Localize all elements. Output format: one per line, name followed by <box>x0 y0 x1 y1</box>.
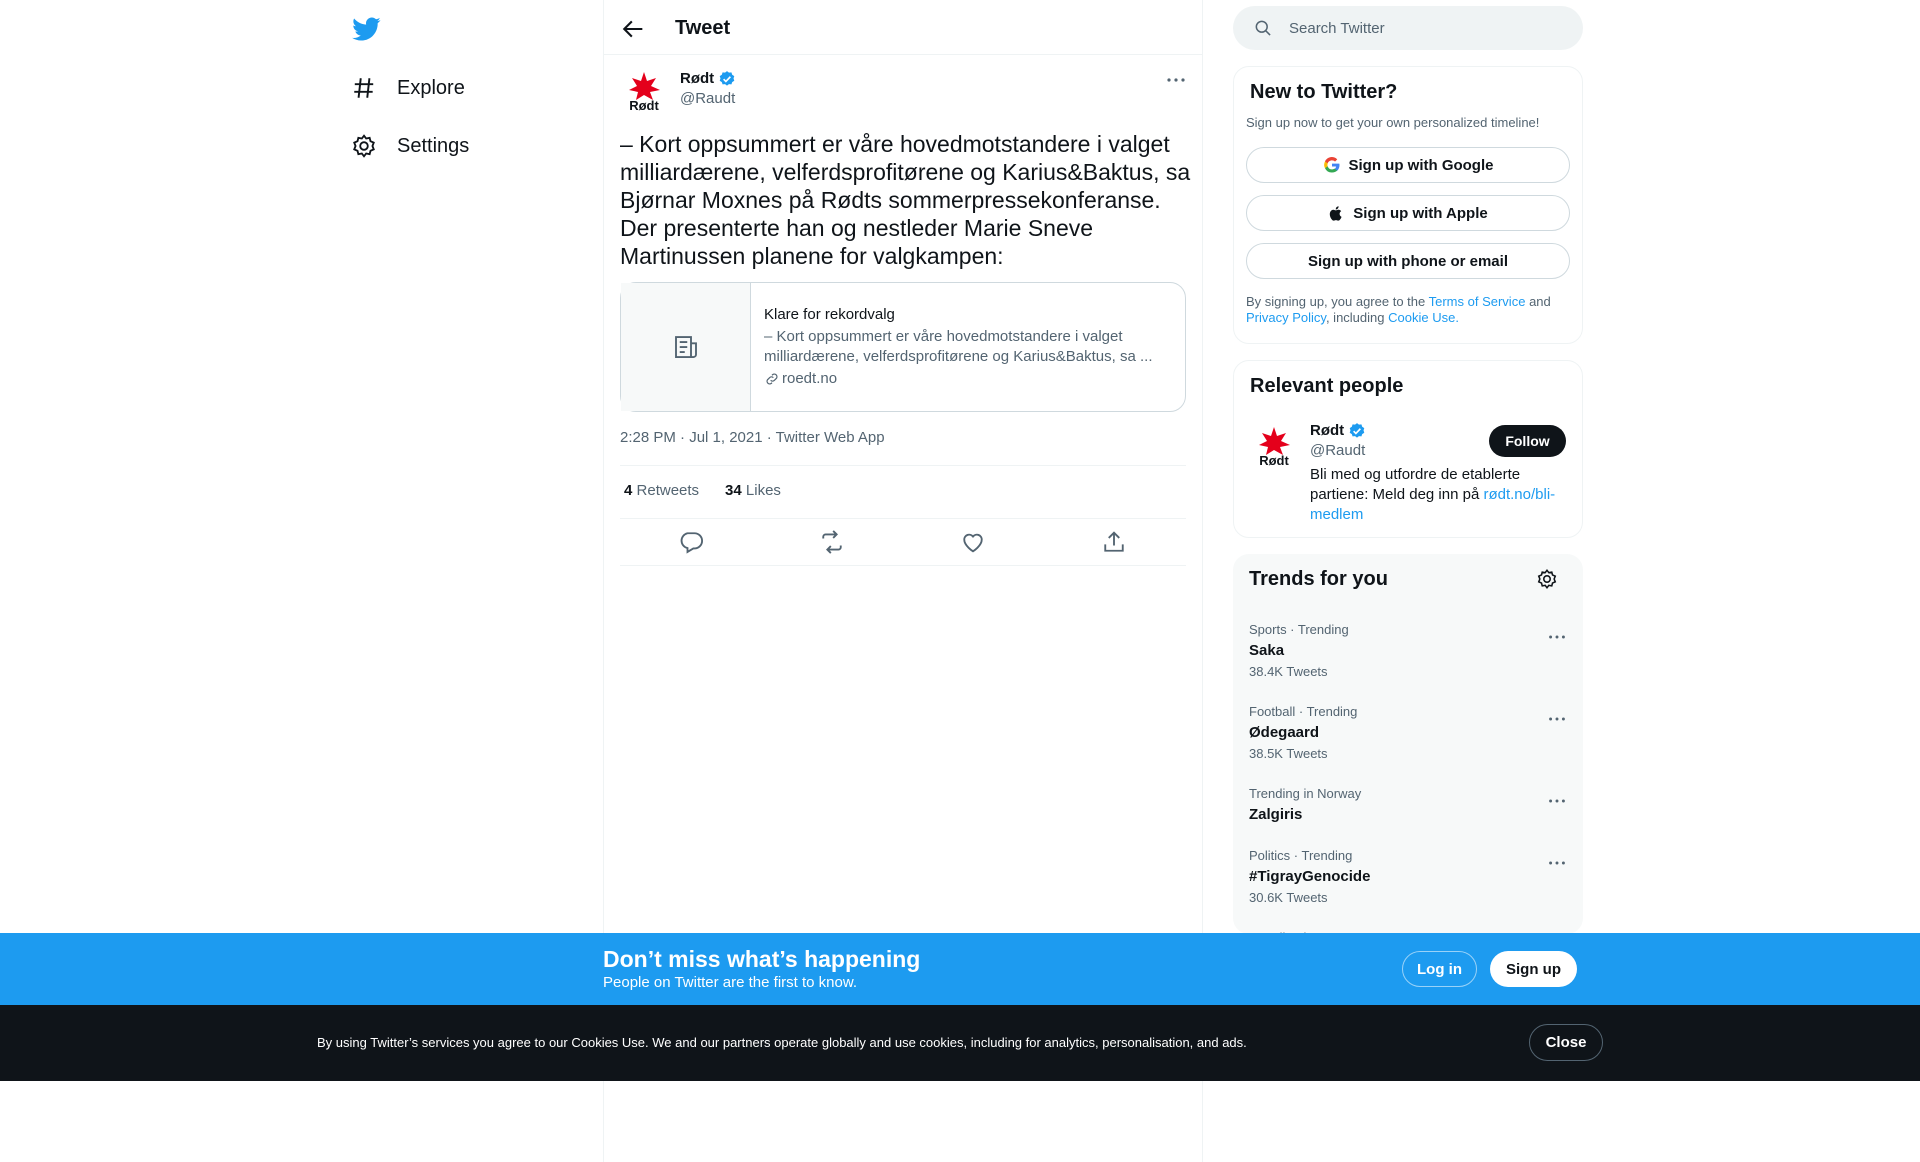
apple-icon <box>1328 205 1345 222</box>
trend-item[interactable] <box>1233 696 1583 776</box>
stats-divider <box>620 518 1186 519</box>
likes-stat[interactable] <box>725 481 781 501</box>
relevant-person-handle[interactable]: @Raudt <box>1310 442 1366 459</box>
card-description: – Kort oppsummert er våre hovedmotstandere i valget milliardærene, velferdsprofitørene og Karius&Baktus, sa ... <box>764 328 1153 365</box>
trends-panel <box>1233 554 1583 934</box>
gear-icon <box>351 133 377 159</box>
share-icon[interactable] <box>1100 528 1128 556</box>
google-icon <box>1323 156 1341 174</box>
cookie-use-link[interactable]: Cookie Use. <box>1388 310 1459 325</box>
header-divider <box>604 54 1202 55</box>
relevant-people-title: Relevant people <box>1250 375 1404 397</box>
signup-panel-title: New to Twitter? <box>1250 81 1398 103</box>
signup-button[interactable]: Sign up <box>1490 951 1577 987</box>
back-arrow-icon[interactable] <box>619 15 647 43</box>
retweet-icon[interactable] <box>818 528 846 556</box>
trend-item[interactable] <box>1233 778 1583 838</box>
trend-category: Sports · Trending <box>1249 622 1349 637</box>
tweet-author-name-row[interactable] <box>680 69 736 89</box>
card-thumbnail <box>621 283 751 411</box>
card-title: Klare for rekordvalg <box>764 306 895 323</box>
prompt-title: Don’t miss what’s happening <box>603 946 921 972</box>
legal-prefix: By signing up, you agree to the <box>1246 294 1426 309</box>
trend-category: Politics · Trending <box>1249 848 1353 863</box>
actions-divider <box>620 565 1186 566</box>
tweet-author-handle[interactable]: @Raudt <box>680 90 736 107</box>
trend-name: Zalgiris <box>1249 806 1303 823</box>
signup-google-button[interactable] <box>1246 147 1570 183</box>
legal-and: and <box>1529 294 1551 309</box>
meta-divider <box>620 465 1186 466</box>
avatar-logo-text: Rødt <box>1259 453 1289 468</box>
retweets-stat[interactable] <box>620 481 699 501</box>
follow-button[interactable]: Follow <box>1489 425 1566 457</box>
hashtag-icon <box>351 75 377 101</box>
retweets-label: Retweets <box>636 482 700 499</box>
relevant-person-name-row[interactable] <box>1310 421 1366 441</box>
card-domain-row <box>764 369 1171 389</box>
bio-text: Bli med og utfordre de etablerte partiene: Meld deg inn på <box>1310 466 1521 503</box>
trends-title: Trends for you <box>1249 568 1388 590</box>
more-options-icon[interactable] <box>1546 708 1568 730</box>
avatar-logo-text: Rødt <box>629 98 659 113</box>
more-options-icon[interactable] <box>1546 790 1568 812</box>
relevant-person-name[interactable]: Rødt <box>1310 422 1345 439</box>
search-box[interactable] <box>1233 6 1583 50</box>
nav-settings-label: Settings <box>397 134 470 157</box>
verified-badge-icon <box>1348 422 1366 440</box>
search-input[interactable] <box>1289 20 1569 37</box>
relevant-person-bio <box>1310 465 1572 525</box>
more-options-icon[interactable] <box>1164 68 1188 92</box>
bio-link[interactable]: rødt.no/bli-medlem <box>1310 486 1556 523</box>
card-domain: roedt.no <box>782 370 838 387</box>
nav-settings[interactable] <box>351 123 469 169</box>
likes-label: Likes <box>745 482 781 499</box>
like-heart-icon[interactable] <box>959 528 987 556</box>
article-icon <box>671 332 701 362</box>
trend-count: 30.6K Tweets <box>1249 890 1328 905</box>
signup-panel <box>1233 66 1583 344</box>
tweet-stats <box>620 481 781 501</box>
search-icon <box>1233 18 1273 38</box>
signup-legal-text <box>1246 294 1572 326</box>
signup-prompt-bar <box>0 933 1920 1005</box>
trend-name: Saka <box>1249 642 1285 659</box>
retweets-count: 4 <box>624 482 633 499</box>
relevant-person-avatar[interactable] <box>1250 423 1298 471</box>
cookie-text: By using Twitter’s services you agree to our Cookies Use. We and our partners operate globally and use cookies, including for analytics, personalisation, and ads. <box>317 1035 1247 1050</box>
prompt-subtitle: People on Twitter are the first to know. <box>603 974 858 991</box>
nav-explore[interactable] <box>351 65 465 111</box>
signup-apple-label: Sign up with Apple <box>1353 204 1488 222</box>
trend-category: Football · Trending <box>1249 704 1358 719</box>
link-icon <box>764 371 780 387</box>
tweet-timestamp[interactable]: 2:28 PM · Jul 1, 2021 · Twitter Web App <box>620 429 885 446</box>
trends-settings-gear-icon[interactable] <box>1536 568 1558 590</box>
more-options-icon[interactable] <box>1546 852 1568 874</box>
trend-item[interactable] <box>1233 614 1583 694</box>
trend-category: Trending in Norway <box>1249 786 1362 801</box>
terms-link[interactable]: Terms of Service <box>1428 294 1526 309</box>
signup-panel-subtitle: Sign up now to get your own personalized timeline! <box>1246 115 1540 130</box>
more-options-icon[interactable] <box>1546 626 1568 648</box>
trend-name: Ødegaard <box>1249 724 1320 741</box>
verified-badge-icon <box>718 70 736 88</box>
login-button[interactable]: Log in <box>1402 951 1477 987</box>
twitter-logo-icon[interactable] <box>351 14 381 44</box>
nav-explore-label: Explore <box>397 76 465 99</box>
signup-phone-email-button[interactable] <box>1246 243 1570 279</box>
trend-count: 38.4K Tweets <box>1249 664 1328 679</box>
legal-including: , including <box>1325 310 1385 325</box>
privacy-link[interactable]: Privacy Policy <box>1246 310 1326 325</box>
signup-apple-button[interactable] <box>1246 195 1570 231</box>
signup-phone-label: Sign up with phone or email <box>1307 252 1508 270</box>
link-preview-card[interactable] <box>620 282 1186 412</box>
likes-count: 34 <box>725 482 742 499</box>
signup-google-label: Sign up with Google <box>1348 156 1494 174</box>
page-title: Tweet <box>675 17 731 39</box>
trend-item[interactable] <box>1233 840 1583 920</box>
cookie-close-button[interactable]: Close <box>1529 1024 1603 1061</box>
trend-count: 38.5K Tweets <box>1249 746 1328 761</box>
trend-name: #TigrayGenocide <box>1249 868 1371 885</box>
tweet-author-avatar[interactable] <box>620 68 668 116</box>
tweet-author-name[interactable]: Rødt <box>680 70 715 87</box>
reply-icon[interactable] <box>677 528 705 556</box>
tweet-text: – Kort oppsummert er våre hovedmotstandere i valget milliardærene, velferdsprofitørene og Karius&Baktus, sa Bjørnar Moxnes på Rødts sommerpressekonferanse. Der presenterte han og nestleder Marie Sneve Martinussen planene for valgkampen: <box>620 131 1191 269</box>
